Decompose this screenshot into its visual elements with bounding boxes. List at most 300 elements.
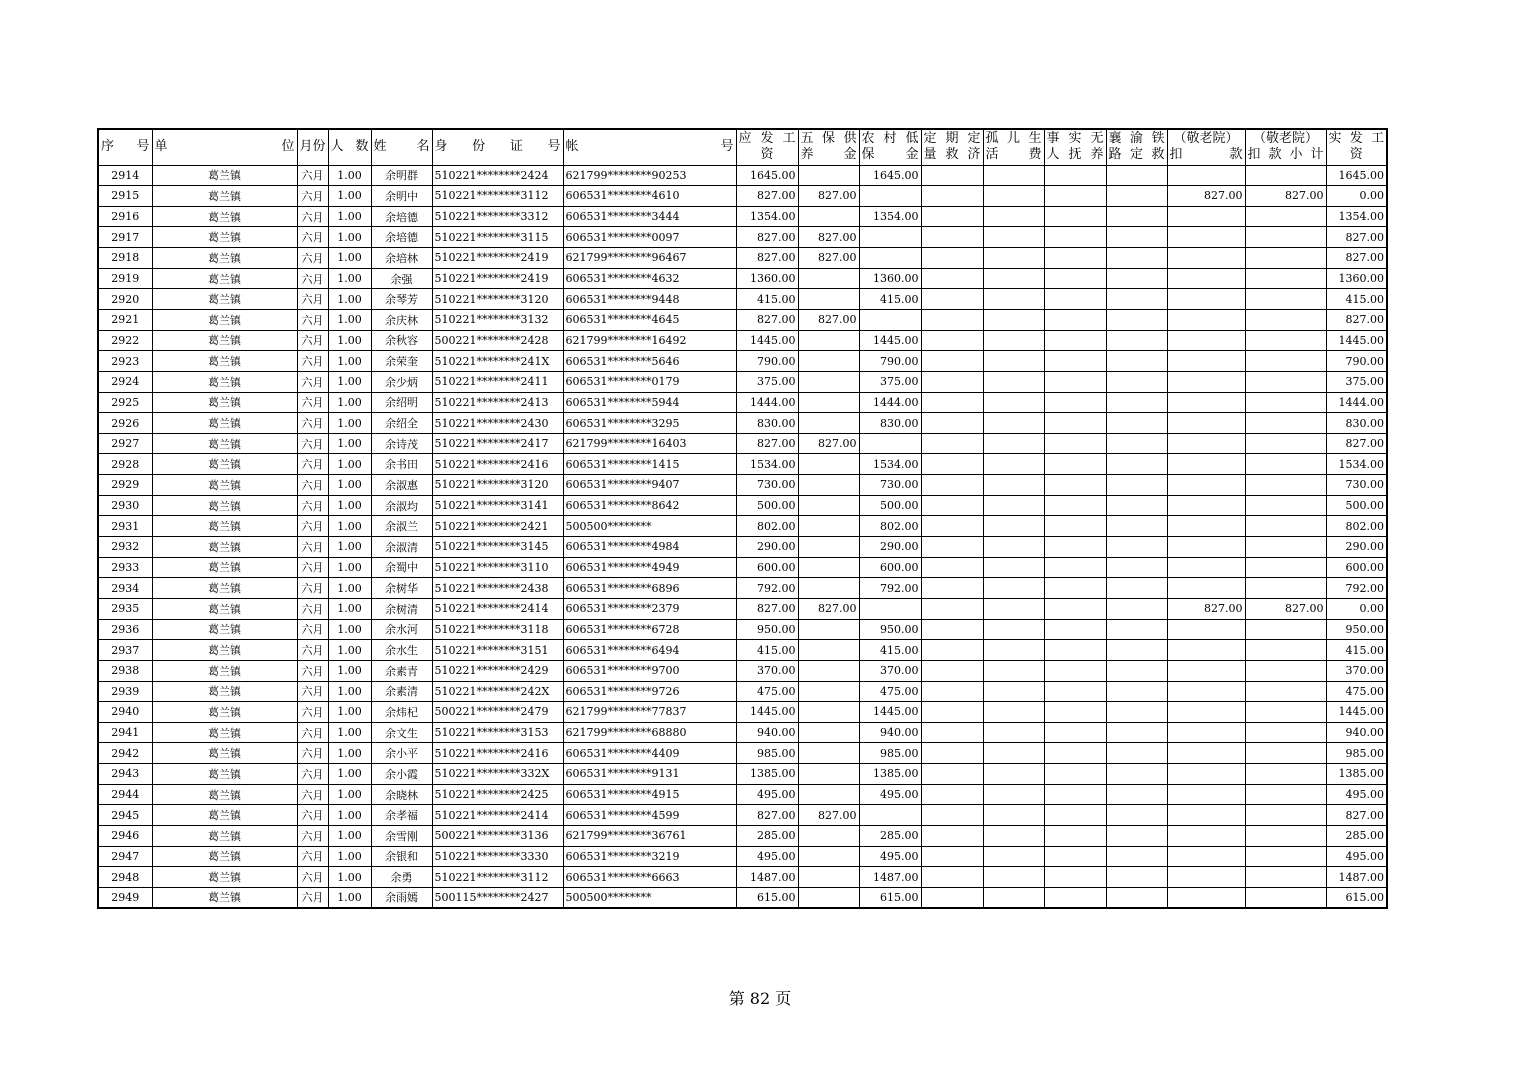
cell-name: 余绍全 bbox=[371, 413, 432, 434]
cell-name: 余水河 bbox=[371, 619, 432, 640]
cell-seq: 2940 bbox=[98, 702, 152, 723]
cell-jly-subtotal bbox=[1245, 702, 1326, 723]
cell-guer bbox=[983, 495, 1044, 516]
cell-gross: 790.00 bbox=[736, 351, 798, 372]
cell-wubao bbox=[798, 413, 859, 434]
cell-account: 621799********36761 bbox=[563, 826, 736, 847]
cell-account: 606531********4984 bbox=[563, 537, 736, 558]
cell-net: 1385.00 bbox=[1326, 764, 1387, 785]
cell-jly-deduct bbox=[1167, 206, 1245, 227]
cell-seq: 2939 bbox=[98, 681, 152, 702]
cell-dingqi bbox=[921, 330, 983, 351]
cell-month: 六月 bbox=[297, 557, 328, 578]
cell-seq: 2917 bbox=[98, 227, 152, 248]
table-row bbox=[98, 702, 1387, 723]
cell-account: 606531********4610 bbox=[563, 186, 736, 207]
table-row bbox=[98, 743, 1387, 764]
cell-net: 290.00 bbox=[1326, 537, 1387, 558]
cell-shishi bbox=[1044, 578, 1106, 599]
cell-dibao: 1354.00 bbox=[859, 206, 921, 227]
cell-gross: 1354.00 bbox=[736, 206, 798, 227]
cell-idcard: 510221********332X bbox=[432, 764, 563, 785]
col-xiangyu bbox=[1106, 129, 1167, 165]
cell-unit: 葛兰镇 bbox=[152, 702, 297, 723]
table-row bbox=[98, 309, 1387, 330]
cell-shishi bbox=[1044, 165, 1106, 186]
cell-dibao: 950.00 bbox=[859, 619, 921, 640]
cell-count: 1.00 bbox=[328, 702, 371, 723]
cell-name: 余淑惠 bbox=[371, 475, 432, 496]
cell-month: 六月 bbox=[297, 598, 328, 619]
cell-dibao: 495.00 bbox=[859, 784, 921, 805]
cell-shishi bbox=[1044, 537, 1106, 558]
cell-unit: 葛兰镇 bbox=[152, 289, 297, 310]
table-row bbox=[98, 330, 1387, 351]
cell-wubao bbox=[798, 887, 859, 908]
cell-seq: 2942 bbox=[98, 743, 152, 764]
cell-seq: 2933 bbox=[98, 557, 152, 578]
cell-shishi bbox=[1044, 743, 1106, 764]
cell-jly-deduct bbox=[1167, 165, 1245, 186]
cell-unit: 葛兰镇 bbox=[152, 165, 297, 186]
cell-guer bbox=[983, 165, 1044, 186]
cell-xiangyu bbox=[1106, 392, 1167, 413]
cell-count: 1.00 bbox=[328, 268, 371, 289]
cell-dibao: 730.00 bbox=[859, 475, 921, 496]
table-row bbox=[98, 598, 1387, 619]
cell-dibao bbox=[859, 805, 921, 826]
cell-shishi bbox=[1044, 351, 1106, 372]
cell-guer bbox=[983, 268, 1044, 289]
cell-name: 余琴芳 bbox=[371, 289, 432, 310]
cell-wubao: 827.00 bbox=[798, 186, 859, 207]
cell-gross: 600.00 bbox=[736, 557, 798, 578]
cell-count: 1.00 bbox=[328, 186, 371, 207]
cell-wubao bbox=[798, 660, 859, 681]
cell-guer bbox=[983, 826, 1044, 847]
cell-net: 1534.00 bbox=[1326, 454, 1387, 475]
cell-gross: 827.00 bbox=[736, 248, 798, 269]
cell-idcard: 510221********2438 bbox=[432, 578, 563, 599]
cell-xiangyu bbox=[1106, 309, 1167, 330]
cell-count: 1.00 bbox=[328, 206, 371, 227]
cell-wubao bbox=[798, 537, 859, 558]
cell-gross: 1445.00 bbox=[736, 330, 798, 351]
cell-seq: 2916 bbox=[98, 206, 152, 227]
table-row bbox=[98, 371, 1387, 392]
cell-name: 余少炳 bbox=[371, 371, 432, 392]
cell-name: 余淑清 bbox=[371, 537, 432, 558]
cell-xiangyu bbox=[1106, 351, 1167, 372]
cell-net: 1444.00 bbox=[1326, 392, 1387, 413]
cell-count: 1.00 bbox=[328, 681, 371, 702]
cell-shishi bbox=[1044, 475, 1106, 496]
cell-dibao: 370.00 bbox=[859, 660, 921, 681]
cell-idcard: 510221********3115 bbox=[432, 227, 563, 248]
cell-jly-subtotal bbox=[1245, 495, 1326, 516]
table-row bbox=[98, 578, 1387, 599]
table-row bbox=[98, 454, 1387, 475]
cell-count: 1.00 bbox=[328, 475, 371, 496]
cell-dibao: 1360.00 bbox=[859, 268, 921, 289]
cell-guer bbox=[983, 887, 1044, 908]
table-row bbox=[98, 784, 1387, 805]
cell-seq: 2938 bbox=[98, 660, 152, 681]
cell-xiangyu bbox=[1106, 681, 1167, 702]
cell-idcard: 510221********2416 bbox=[432, 743, 563, 764]
cell-guer bbox=[983, 516, 1044, 537]
cell-guer bbox=[983, 371, 1044, 392]
cell-xiangyu bbox=[1106, 619, 1167, 640]
cell-count: 1.00 bbox=[328, 784, 371, 805]
cell-name: 余小平 bbox=[371, 743, 432, 764]
cell-jly-deduct bbox=[1167, 227, 1245, 248]
cell-dibao: 1385.00 bbox=[859, 764, 921, 785]
cell-jly-deduct bbox=[1167, 619, 1245, 640]
cell-dibao: 940.00 bbox=[859, 722, 921, 743]
cell-net: 285.00 bbox=[1326, 826, 1387, 847]
cell-xiangyu bbox=[1106, 475, 1167, 496]
cell-count: 1.00 bbox=[328, 598, 371, 619]
cell-unit: 葛兰镇 bbox=[152, 681, 297, 702]
cell-jly-deduct bbox=[1167, 454, 1245, 475]
cell-idcard: 500221********2428 bbox=[432, 330, 563, 351]
cell-jly-subtotal bbox=[1245, 660, 1326, 681]
cell-name: 余雨嫣 bbox=[371, 887, 432, 908]
cell-gross: 792.00 bbox=[736, 578, 798, 599]
cell-net: 370.00 bbox=[1326, 660, 1387, 681]
table-row bbox=[98, 826, 1387, 847]
cell-count: 1.00 bbox=[328, 433, 371, 454]
cell-dibao bbox=[859, 309, 921, 330]
cell-dibao: 290.00 bbox=[859, 537, 921, 558]
col-jly-deduct bbox=[1167, 129, 1245, 165]
table-row bbox=[98, 867, 1387, 888]
cell-seq: 2920 bbox=[98, 289, 152, 310]
cell-month: 六月 bbox=[297, 640, 328, 661]
cell-xiangyu bbox=[1106, 640, 1167, 661]
col-count: 人 数 bbox=[328, 129, 371, 165]
cell-month: 六月 bbox=[297, 413, 328, 434]
cell-count: 1.00 bbox=[328, 887, 371, 908]
cell-wubao: 827.00 bbox=[798, 227, 859, 248]
cell-net: 950.00 bbox=[1326, 619, 1387, 640]
cell-account: 606531********5646 bbox=[563, 351, 736, 372]
cell-guer bbox=[983, 578, 1044, 599]
cell-dibao: 1487.00 bbox=[859, 867, 921, 888]
cell-count: 1.00 bbox=[328, 289, 371, 310]
cell-count: 1.00 bbox=[328, 846, 371, 867]
col-dingqi-line2: 量 救 济 bbox=[923, 147, 981, 163]
col-jly-deduct-line1: （敬老院） bbox=[1173, 131, 1239, 147]
cell-idcard: 510221********3112 bbox=[432, 186, 563, 207]
col-xiangyu-line2: 路 定 救 bbox=[1108, 147, 1165, 163]
cell-unit: 葛兰镇 bbox=[152, 248, 297, 269]
cell-jly-subtotal bbox=[1245, 165, 1326, 186]
cell-idcard: 510221********2429 bbox=[432, 660, 563, 681]
cell-shishi bbox=[1044, 371, 1106, 392]
col-dingqi bbox=[921, 129, 983, 165]
cell-count: 1.00 bbox=[328, 640, 371, 661]
table-row bbox=[98, 227, 1387, 248]
cell-dingqi bbox=[921, 578, 983, 599]
cell-jly-subtotal bbox=[1245, 392, 1326, 413]
relief-payment-table bbox=[97, 128, 1388, 909]
cell-net: 827.00 bbox=[1326, 309, 1387, 330]
cell-jly-deduct: 827.00 bbox=[1167, 598, 1245, 619]
cell-seq: 2935 bbox=[98, 598, 152, 619]
cell-idcard: 510221********3141 bbox=[432, 495, 563, 516]
cell-account: 606531********5944 bbox=[563, 392, 736, 413]
cell-dibao: 1444.00 bbox=[859, 392, 921, 413]
cell-name: 余文生 bbox=[371, 722, 432, 743]
cell-jly-deduct bbox=[1167, 289, 1245, 310]
cell-count: 1.00 bbox=[328, 165, 371, 186]
cell-guer bbox=[983, 206, 1044, 227]
cell-unit: 葛兰镇 bbox=[152, 640, 297, 661]
cell-guer bbox=[983, 557, 1044, 578]
col-jly-subtotal-line2: 扣 款 小 计 bbox=[1247, 147, 1324, 163]
cell-dibao: 790.00 bbox=[859, 351, 921, 372]
table-row bbox=[98, 887, 1387, 908]
cell-wubao bbox=[798, 454, 859, 475]
cell-gross: 375.00 bbox=[736, 371, 798, 392]
cell-jly-subtotal bbox=[1245, 722, 1326, 743]
cell-seq: 2934 bbox=[98, 578, 152, 599]
cell-dingqi bbox=[921, 186, 983, 207]
cell-count: 1.00 bbox=[328, 248, 371, 269]
cell-month: 六月 bbox=[297, 619, 328, 640]
cell-xiangyu bbox=[1106, 371, 1167, 392]
cell-wubao bbox=[798, 681, 859, 702]
col-name: 姓 名 bbox=[371, 129, 432, 165]
cell-idcard: 510221********2417 bbox=[432, 433, 563, 454]
cell-xiangyu bbox=[1106, 516, 1167, 537]
cell-net: 1354.00 bbox=[1326, 206, 1387, 227]
cell-shishi bbox=[1044, 268, 1106, 289]
cell-account: 606531********4632 bbox=[563, 268, 736, 289]
cell-account: 606531********0097 bbox=[563, 227, 736, 248]
cell-dibao: 375.00 bbox=[859, 371, 921, 392]
cell-seq: 2946 bbox=[98, 826, 152, 847]
cell-name: 余树清 bbox=[371, 598, 432, 619]
cell-gross: 827.00 bbox=[736, 598, 798, 619]
cell-account: 606531********1415 bbox=[563, 454, 736, 475]
cell-net: 940.00 bbox=[1326, 722, 1387, 743]
cell-month: 六月 bbox=[297, 660, 328, 681]
cell-month: 六月 bbox=[297, 681, 328, 702]
cell-net: 375.00 bbox=[1326, 371, 1387, 392]
cell-idcard: 510221********3110 bbox=[432, 557, 563, 578]
cell-wubao bbox=[798, 722, 859, 743]
cell-gross: 495.00 bbox=[736, 784, 798, 805]
cell-name: 余雪刚 bbox=[371, 826, 432, 847]
cell-name: 余勇 bbox=[371, 867, 432, 888]
table-row bbox=[98, 846, 1387, 867]
cell-account: 606531********4645 bbox=[563, 309, 736, 330]
col-unit: 单 位 bbox=[152, 129, 297, 165]
cell-count: 1.00 bbox=[328, 743, 371, 764]
cell-wubao bbox=[798, 495, 859, 516]
cell-month: 六月 bbox=[297, 206, 328, 227]
cell-shishi bbox=[1044, 206, 1106, 227]
cell-seq: 2948 bbox=[98, 867, 152, 888]
cell-guer bbox=[983, 413, 1044, 434]
cell-unit: 葛兰镇 bbox=[152, 371, 297, 392]
cell-jly-deduct bbox=[1167, 887, 1245, 908]
cell-xiangyu bbox=[1106, 227, 1167, 248]
cell-dingqi bbox=[921, 309, 983, 330]
cell-name: 余明群 bbox=[371, 165, 432, 186]
cell-seq: 2924 bbox=[98, 371, 152, 392]
cell-unit: 葛兰镇 bbox=[152, 887, 297, 908]
cell-net: 792.00 bbox=[1326, 578, 1387, 599]
cell-seq: 2928 bbox=[98, 454, 152, 475]
cell-month: 六月 bbox=[297, 268, 328, 289]
cell-jly-deduct bbox=[1167, 784, 1245, 805]
cell-shishi bbox=[1044, 186, 1106, 207]
cell-shishi bbox=[1044, 826, 1106, 847]
cell-wubao bbox=[798, 846, 859, 867]
cell-gross: 475.00 bbox=[736, 681, 798, 702]
cell-net: 1445.00 bbox=[1326, 702, 1387, 723]
table-row bbox=[98, 433, 1387, 454]
cell-xiangyu bbox=[1106, 248, 1167, 269]
cell-seq: 2941 bbox=[98, 722, 152, 743]
cell-month: 六月 bbox=[297, 887, 328, 908]
cell-gross: 1445.00 bbox=[736, 702, 798, 723]
cell-dingqi bbox=[921, 413, 983, 434]
cell-jly-subtotal: 827.00 bbox=[1245, 598, 1326, 619]
cell-dingqi bbox=[921, 784, 983, 805]
cell-net: 1645.00 bbox=[1326, 165, 1387, 186]
col-dibao-line2: 保 金 bbox=[861, 147, 919, 163]
cell-jly-subtotal bbox=[1245, 371, 1326, 392]
cell-count: 1.00 bbox=[328, 557, 371, 578]
cell-unit: 葛兰镇 bbox=[152, 309, 297, 330]
cell-month: 六月 bbox=[297, 516, 328, 537]
table-row bbox=[98, 248, 1387, 269]
cell-month: 六月 bbox=[297, 351, 328, 372]
cell-dingqi bbox=[921, 268, 983, 289]
cell-unit: 葛兰镇 bbox=[152, 351, 297, 372]
cell-jly-deduct bbox=[1167, 867, 1245, 888]
cell-xiangyu bbox=[1106, 743, 1167, 764]
cell-seq: 2923 bbox=[98, 351, 152, 372]
cell-wubao bbox=[798, 640, 859, 661]
cell-wubao bbox=[798, 165, 859, 186]
cell-gross: 827.00 bbox=[736, 227, 798, 248]
cell-net: 790.00 bbox=[1326, 351, 1387, 372]
cell-dibao: 1445.00 bbox=[859, 702, 921, 723]
cell-idcard: 510221********2430 bbox=[432, 413, 563, 434]
col-gross-line2: 资 bbox=[760, 147, 774, 163]
cell-account: 606531********4949 bbox=[563, 557, 736, 578]
cell-guer bbox=[983, 784, 1044, 805]
cell-net: 475.00 bbox=[1326, 681, 1387, 702]
col-guer-line2: 活 费 bbox=[985, 147, 1042, 163]
cell-net: 495.00 bbox=[1326, 846, 1387, 867]
cell-idcard: 510221********2419 bbox=[432, 248, 563, 269]
cell-gross: 802.00 bbox=[736, 516, 798, 537]
cell-guer bbox=[983, 475, 1044, 496]
cell-count: 1.00 bbox=[328, 371, 371, 392]
cell-idcard: 510221********2424 bbox=[432, 165, 563, 186]
cell-month: 六月 bbox=[297, 537, 328, 558]
cell-dingqi bbox=[921, 371, 983, 392]
cell-dingqi bbox=[921, 165, 983, 186]
cell-idcard: 510221********242X bbox=[432, 681, 563, 702]
cell-account: 500500******** bbox=[563, 887, 736, 908]
cell-unit: 葛兰镇 bbox=[152, 826, 297, 847]
cell-guer bbox=[983, 764, 1044, 785]
cell-name: 余书田 bbox=[371, 454, 432, 475]
cell-count: 1.00 bbox=[328, 722, 371, 743]
cell-xiangyu bbox=[1106, 867, 1167, 888]
cell-guer bbox=[983, 454, 1044, 475]
cell-name: 余淑均 bbox=[371, 495, 432, 516]
cell-idcard: 510221********2414 bbox=[432, 805, 563, 826]
cell-idcard: 510221********2416 bbox=[432, 454, 563, 475]
cell-xiangyu bbox=[1106, 887, 1167, 908]
col-net-line1: 实 发 工 bbox=[1328, 131, 1385, 147]
cell-jly-subtotal bbox=[1245, 743, 1326, 764]
cell-count: 1.00 bbox=[328, 495, 371, 516]
cell-jly-deduct bbox=[1167, 371, 1245, 392]
cell-idcard: 510221********3145 bbox=[432, 537, 563, 558]
col-idcard: 身 份 证 号 bbox=[432, 129, 563, 165]
cell-net: 827.00 bbox=[1326, 227, 1387, 248]
cell-month: 六月 bbox=[297, 743, 328, 764]
cell-idcard: 510221********2411 bbox=[432, 371, 563, 392]
cell-jly-deduct bbox=[1167, 351, 1245, 372]
cell-unit: 葛兰镇 bbox=[152, 557, 297, 578]
cell-dingqi bbox=[921, 206, 983, 227]
col-gross bbox=[736, 129, 798, 165]
cell-dibao: 985.00 bbox=[859, 743, 921, 764]
cell-xiangyu bbox=[1106, 846, 1167, 867]
cell-gross: 290.00 bbox=[736, 537, 798, 558]
table-row bbox=[98, 764, 1387, 785]
cell-xiangyu bbox=[1106, 454, 1167, 475]
cell-gross: 285.00 bbox=[736, 826, 798, 847]
cell-guer bbox=[983, 227, 1044, 248]
cell-count: 1.00 bbox=[328, 826, 371, 847]
col-net-line2: 资 bbox=[1349, 147, 1363, 163]
cell-jly-deduct bbox=[1167, 309, 1245, 330]
cell-account: 606531********6896 bbox=[563, 578, 736, 599]
cell-dingqi bbox=[921, 619, 983, 640]
cell-jly-deduct bbox=[1167, 805, 1245, 826]
cell-jly-deduct bbox=[1167, 392, 1245, 413]
cell-seq: 2925 bbox=[98, 392, 152, 413]
cell-guer bbox=[983, 433, 1044, 454]
cell-xiangyu bbox=[1106, 186, 1167, 207]
cell-month: 六月 bbox=[297, 722, 328, 743]
cell-jly-deduct bbox=[1167, 330, 1245, 351]
cell-dibao bbox=[859, 227, 921, 248]
cell-guer bbox=[983, 805, 1044, 826]
cell-name: 余绍明 bbox=[371, 392, 432, 413]
cell-shishi bbox=[1044, 640, 1106, 661]
cell-dingqi bbox=[921, 681, 983, 702]
cell-unit: 葛兰镇 bbox=[152, 805, 297, 826]
cell-dingqi bbox=[921, 640, 983, 661]
cell-jly-deduct bbox=[1167, 268, 1245, 289]
cell-net: 827.00 bbox=[1326, 248, 1387, 269]
cell-gross: 495.00 bbox=[736, 846, 798, 867]
cell-net: 0.00 bbox=[1326, 186, 1387, 207]
